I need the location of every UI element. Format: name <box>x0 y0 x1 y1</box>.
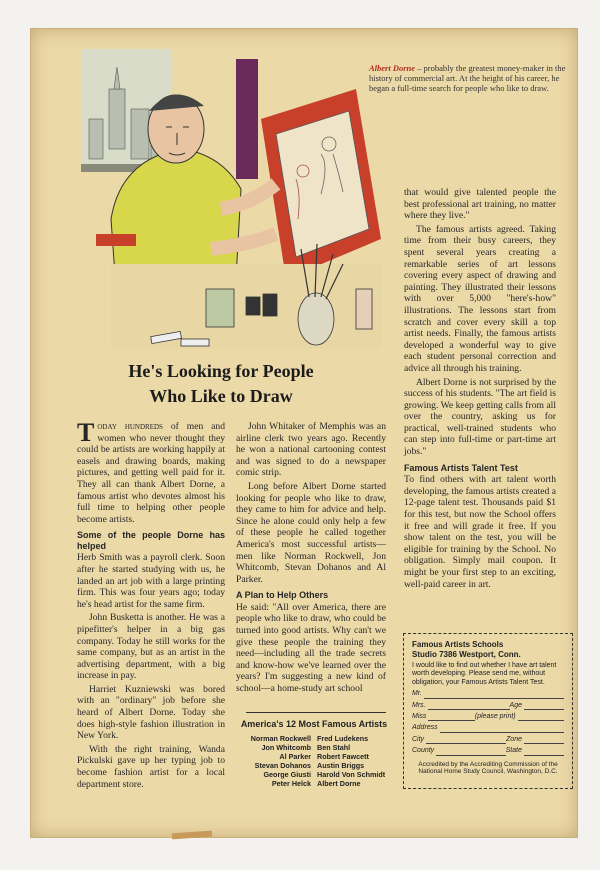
label-mr: Mr. <box>412 690 422 698</box>
artist-name: Stevan Dohanos <box>254 761 311 770</box>
paragraph-john-whitaker: John Whitaker of Memphis was an airline clerk two years ago. Recently he won a national cartooning contest and was signed to do a newspaper comic strip. <box>236 421 386 479</box>
coupon-school: Famous Artists Schools <box>412 640 504 649</box>
label-mrs: Mrs. <box>412 701 426 709</box>
column-1 <box>77 418 225 792</box>
label-city: City <box>412 735 425 743</box>
column-2 <box>236 421 386 697</box>
subhead-talent-test: Famous Artists Talent Test <box>404 462 518 473</box>
paragraph-herb-smith: Herb Smith was a payroll clerk. Soon after he started studying with us, he landed an art job with a large printing firm. This was four years ago; today he's head artist for the same firm. <box>77 552 225 610</box>
subhead-people-helped: Some of the people Dorne has helped <box>77 530 225 551</box>
coupon-city-field[interactable] <box>412 736 564 744</box>
label-address: Address <box>412 724 438 732</box>
label-zone: Zone <box>506 735 522 743</box>
label-county: County <box>412 747 435 755</box>
magazine-page <box>30 28 578 838</box>
label-state: State <box>505 747 522 755</box>
artist-name: George Giusti <box>263 770 311 779</box>
artists-list <box>239 734 389 788</box>
caption-text: – probably the greatest money-maker in the history of commercial art. At the height of his career, he began a full-time search for people who like to draw. <box>369 63 566 93</box>
headline-line-2: Who Like to Draw <box>149 386 293 406</box>
coupon-mrs-field[interactable] <box>412 702 564 710</box>
artist-name: Ben Stahl <box>317 743 351 752</box>
paragraph-he-said: He said: "All over America, there are people who like to draw, who could be turned into good artists. Why can't we give these people the training they need—including all the trade secrets and know-how we've learned over the years? I'm suggesting a new kind of school—a home-study art school <box>236 601 386 694</box>
artist-name: Harold Von Schmidt <box>317 770 386 779</box>
label-miss: Miss <box>412 713 427 721</box>
artist-name: Norman Rockwell <box>250 734 311 743</box>
paragraph-long-before: Long before Albert Dorne started looking for people who like to draw, they came to him for advice and help. Since he alone could only help a few of these people he called together America's most successful artists—men like Norman Rockwell, Jon Whitcomb, Stevan Dohanos and Al Parker. <box>236 480 386 585</box>
coupon-name-field[interactable] <box>412 690 564 698</box>
paragraph-continued: that would give talented people the best professional art training, no matter where they live." <box>404 187 556 222</box>
artist-name: Fred Ludekens <box>317 734 369 743</box>
artist-name: Albert Dorne <box>317 779 361 788</box>
label-please-print: (please print) <box>474 713 516 721</box>
headline-line-1: He's Looking for People <box>128 361 314 381</box>
paragraph-harriet: Harriet Kuzniewski was bored with an "ordinary" job before she heard of Albert Dorne. Today she does high-style fashion illustration in New York. <box>77 683 225 742</box>
divider <box>246 712 386 713</box>
artist-name: Peter Helck <box>271 779 311 788</box>
artist-name: Robert Fawcett <box>317 752 369 761</box>
artist-name: Austin Briggs <box>317 761 365 770</box>
artists-title: America's 12 Most Famous Artists <box>240 719 388 729</box>
intro-text: of men and women who never thought they could be artists are working happily at easels and drawing boards, making pictures, and getting well paid for it. They all can thank Albert Dorne, a famous artist who devotes almost his full time to helping other people become artists. <box>77 421 225 525</box>
artist-name: Al Parker <box>279 752 311 761</box>
paragraph-talent-test: To find others with art talent worth developing, the famous artists created a 12-page talent test. Thousands paid $1 for this test, but now the School offers it free and will grade it free. If you show talent on the test, you will be eligible for training by the School. No obligation. Simply mail coupon. It might be your first step to an exciting, well-paid career in art. <box>404 474 556 590</box>
drop-cap: T <box>77 418 95 447</box>
paragraph-artists-agreed: The famous artists agreed. Taking time from their busy careers, they spent several years creating a remarkable series of art lessons covering every aspect of drawing and painting. They illustrated their lessons with over 5,000 "here's-how" illustrations. The lessons start from scratch and cover every skill a top artist needs. Finally, the famous artists developed a wonderful way to give each student personal correction and advice all through his training. <box>404 223 556 374</box>
label-age: Age <box>509 701 522 709</box>
albert-dorne-illustration <box>81 49 381 349</box>
subhead-plan: A Plan to Help Others <box>236 590 329 601</box>
coupon-miss-field[interactable] <box>412 713 564 721</box>
column-3 <box>404 187 556 592</box>
famous-artists-box <box>239 719 389 788</box>
paragraph-john-busketta: John Busketta is another. He was a pipefitter's helper in a big gas company. Today he still works for the same company, but as an artist in the advertising department, with a big increase in pay. <box>77 612 225 682</box>
paragraph-not-surprised: Albert Dorne is not surprised by the success of his students. "The art field is growing. We keep getting calls from all over the country, asking us for practical, well-trained students who can step into full-time or part-time art jobs." <box>404 376 556 458</box>
lead-smallcaps: oday hundreds <box>97 421 163 432</box>
paragraph-wanda: With the right training, Wanda Pickulski gave up her typing job to become fashion artist for a local department store. <box>77 743 225 790</box>
coupon-address-field[interactable] <box>412 724 564 732</box>
coupon-county-field[interactable] <box>412 747 564 755</box>
headline <box>71 359 371 409</box>
caption-name: Albert Dorne <box>369 63 416 73</box>
coupon-accreditation: Accredited by the Accrediting Commission of the National Home Study Council, Washington, D.C. <box>418 760 558 776</box>
coupon-address: Studio 7386 Westport, Conn. <box>412 649 521 659</box>
page-tab <box>172 831 212 840</box>
illustration-caption <box>369 63 569 93</box>
coupon-body: I would like to find out whether I have art talent worth developing. Please send me, without obligation, your Famous Artists Talent Test. <box>412 662 557 686</box>
artist-name: Jon Whitcomb <box>261 743 311 752</box>
intro-paragraph <box>77 418 225 525</box>
mail-coupon[interactable] <box>403 633 573 789</box>
